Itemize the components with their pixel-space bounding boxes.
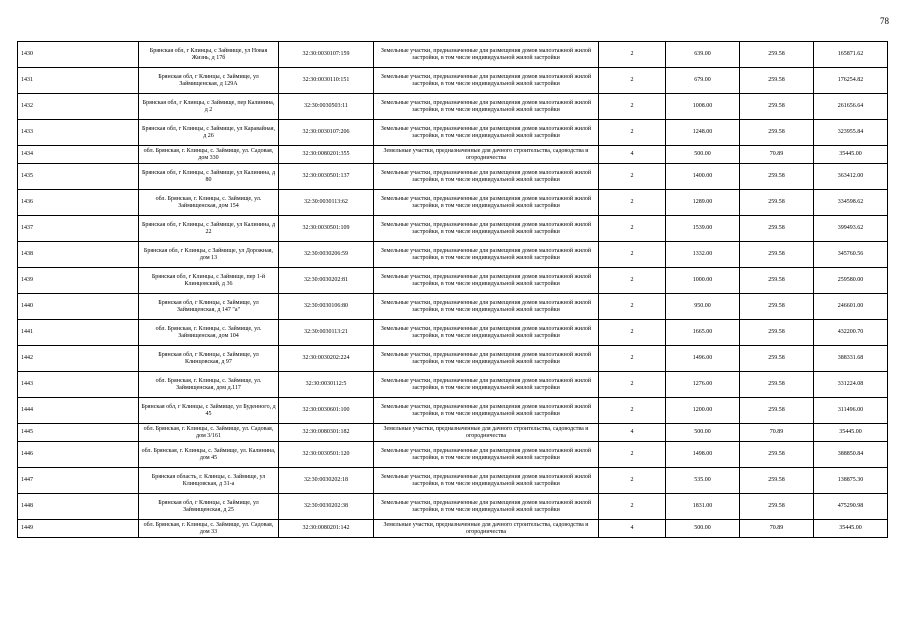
table-row — [18, 294, 888, 320]
specific-value-cell: 259.58 — [740, 120, 814, 146]
land-use-cell: Земельные участки, предназначенные для размещения домов малоэтажной жилой застройки, в том числе индивидуальной жилой застройки — [374, 468, 599, 494]
row-number-cell: 1438 — [18, 242, 139, 268]
land-use-cell: Земельные участки, предназначенные для дачного строительства, садоводства и огородничества — [374, 146, 599, 164]
group-code-cell: 4 — [599, 424, 666, 442]
cadastral-value-cell: 345760.56 — [814, 242, 888, 268]
land-use-cell: Земельные участки, предназначенные для размещения домов малоэтажной жилой застройки, в том числе индивидуальной жилой застройки — [374, 120, 599, 146]
area-cell: 1539.00 — [666, 216, 740, 242]
table-row — [18, 68, 888, 94]
table-row — [18, 216, 888, 242]
address-cell: обл. Брянская, г. Клинцы, с. Займище, ул. Садовая, дом 33 — [139, 520, 279, 538]
cadastral-value-cell: 259580.00 — [814, 268, 888, 294]
address-cell: Брянская обл, г Клинцы, с Займище, пер 1-й Клинцовский, д 36 — [139, 268, 279, 294]
land-use-cell: Земельные участки, предназначенные для размещения домов малоэтажной жилой застройки, в том числе индивидуальной жилой застройки — [374, 164, 599, 190]
land-use-cell: Земельные участки, предназначенные для размещения домов малоэтажной жилой застройки, в том числе индивидуальной жилой застройки — [374, 242, 599, 268]
specific-value-cell: 70.89 — [740, 146, 814, 164]
cadastral-number-cell: 32:30:0030202:224 — [279, 346, 374, 372]
cadastral-number-cell: 32:30:0030112:5 — [279, 372, 374, 398]
table-row — [18, 372, 888, 398]
table-row — [18, 520, 888, 538]
group-code-cell: 2 — [599, 468, 666, 494]
land-use-cell: Земельные участки, предназначенные для размещения домов малоэтажной жилой застройки, в том числе индивидуальной жилой застройки — [374, 494, 599, 520]
cadastral-value-cell: 35445.00 — [814, 424, 888, 442]
cadastral-number-cell: 32:30:0030501:137 — [279, 164, 374, 190]
row-number-cell: 1437 — [18, 216, 139, 242]
area-cell: 1332.00 — [666, 242, 740, 268]
group-code-cell: 2 — [599, 294, 666, 320]
row-number-cell: 1449 — [18, 520, 139, 538]
area-cell: 1289.00 — [666, 190, 740, 216]
area-cell: 679.00 — [666, 68, 740, 94]
specific-value-cell: 259.58 — [740, 242, 814, 268]
specific-value-cell: 259.58 — [740, 494, 814, 520]
land-use-cell: Земельные участки, предназначенные для размещения домов малоэтажной жилой застройки, в том числе индивидуальной жилой застройки — [374, 294, 599, 320]
area-cell: 500.00 — [666, 424, 740, 442]
land-use-cell: Земельные участки, предназначенные для размещения домов малоэтажной жилой застройки, в том числе индивидуальной жилой застройки — [374, 442, 599, 468]
area-cell: 1498.00 — [666, 442, 740, 468]
area-cell: 639.00 — [666, 42, 740, 68]
address-cell: обл. Брянская, г. Клинцы, с. Займище, ул. Садовая, дом 330 — [139, 146, 279, 164]
address-cell: обл. Брянская, г. Клинцы, с. Займище, ул. Займищенская, дом 104 — [139, 320, 279, 346]
row-number-cell: 1448 — [18, 494, 139, 520]
cadastral-number-cell: 32:30:0030106:80 — [279, 294, 374, 320]
address-cell: обл. Брянская, г. Клинцы, с. Займище, ул. Калинина, дом 45 — [139, 442, 279, 468]
area-cell: 950.00 — [666, 294, 740, 320]
row-number-cell: 1432 — [18, 94, 139, 120]
land-registry-table — [17, 41, 888, 538]
cadastral-value-cell: 261656.64 — [814, 94, 888, 120]
row-number-cell: 1443 — [18, 372, 139, 398]
group-code-cell: 2 — [599, 190, 666, 216]
cadastral-number-cell: 32:30:0030202:81 — [279, 268, 374, 294]
area-cell: 1248.00 — [666, 120, 740, 146]
cadastral-value-cell: 311496.00 — [814, 398, 888, 424]
address-cell: Брянская обл, г Клинцы, с Займище, ул Займищенская, д 25 — [139, 494, 279, 520]
row-number-cell: 1435 — [18, 164, 139, 190]
row-number-cell: 1446 — [18, 442, 139, 468]
address-cell: Брянская область, г. Клинцы, с. Займище, ул Клинцовская, д 31-а — [139, 468, 279, 494]
land-use-cell: Земельные участки, предназначенные для размещения домов малоэтажной жилой застройки, в том числе индивидуальной жилой застройки — [374, 268, 599, 294]
group-code-cell: 4 — [599, 146, 666, 164]
group-code-cell: 2 — [599, 42, 666, 68]
area-cell: 1008.00 — [666, 94, 740, 120]
cadastral-number-cell: 32:30:0080301:182 — [279, 424, 374, 442]
table-row — [18, 346, 888, 372]
group-code-cell: 2 — [599, 372, 666, 398]
table-row — [18, 494, 888, 520]
cadastral-value-cell: 399493.62 — [814, 216, 888, 242]
group-code-cell: 2 — [599, 320, 666, 346]
address-cell: Брянская обл, г Клинцы, с Займище, ул Калинина, д 80 — [139, 164, 279, 190]
specific-value-cell: 259.58 — [740, 320, 814, 346]
page-number: 78 — [880, 16, 889, 26]
land-use-cell: Земельные участки, предназначенные для размещения домов малоэтажной жилой застройки, в том числе индивидуальной жилой застройки — [374, 42, 599, 68]
row-number-cell: 1445 — [18, 424, 139, 442]
row-number-cell: 1441 — [18, 320, 139, 346]
row-number-cell: 1440 — [18, 294, 139, 320]
address-cell: Брянская обл, г Клинцы, с Займище, ул Каравайная, д 26 — [139, 120, 279, 146]
specific-value-cell: 259.58 — [740, 294, 814, 320]
cadastral-value-cell: 35445.00 — [814, 520, 888, 538]
cadastral-number-cell: 32:30:0030107:206 — [279, 120, 374, 146]
table-row — [18, 468, 888, 494]
specific-value-cell: 259.58 — [740, 164, 814, 190]
row-number-cell: 1436 — [18, 190, 139, 216]
table-row — [18, 398, 888, 424]
table-row — [18, 190, 888, 216]
group-code-cell: 2 — [599, 268, 666, 294]
specific-value-cell: 259.58 — [740, 372, 814, 398]
group-code-cell: 2 — [599, 242, 666, 268]
cadastral-number-cell: 32:30:0030503:11 — [279, 94, 374, 120]
table-row — [18, 242, 888, 268]
cadastral-number-cell: 32:30:0030601:100 — [279, 398, 374, 424]
address-cell: Брянская обл, г Клинцы, с Займище, ул Займищенская, д 129А — [139, 68, 279, 94]
address-cell: Брянская обл, г Клинцы, с Займище, ул Калинина, д 22 — [139, 216, 279, 242]
row-number-cell: 1447 — [18, 468, 139, 494]
area-cell: 1400.00 — [666, 164, 740, 190]
specific-value-cell: 259.58 — [740, 94, 814, 120]
cadastral-number-cell: 32:30:0030501:109 — [279, 216, 374, 242]
address-cell: Брянская обл, г Клинцы, с Займище, ул Клинцовская, д 97 — [139, 346, 279, 372]
group-code-cell: 2 — [599, 94, 666, 120]
cadastral-value-cell: 388850.84 — [814, 442, 888, 468]
table-body — [18, 42, 888, 538]
group-code-cell: 2 — [599, 494, 666, 520]
group-code-cell: 2 — [599, 346, 666, 372]
address-cell: Брянская обл, г Клинцы, с Займище, ул Буденного, д 45 — [139, 398, 279, 424]
specific-value-cell: 259.58 — [740, 398, 814, 424]
row-number-cell: 1433 — [18, 120, 139, 146]
group-code-cell: 2 — [599, 398, 666, 424]
area-cell: 1276.00 — [666, 372, 740, 398]
cadastral-number-cell: 32:30:0080201:142 — [279, 520, 374, 538]
cadastral-value-cell: 432200.70 — [814, 320, 888, 346]
row-number-cell: 1442 — [18, 346, 139, 372]
land-use-cell: Земельные участки, предназначенные для размещения домов малоэтажной жилой застройки, в том числе индивидуальной жилой застройки — [374, 372, 599, 398]
specific-value-cell: 259.58 — [740, 468, 814, 494]
specific-value-cell: 259.58 — [740, 216, 814, 242]
cadastral-value-cell: 363412.00 — [814, 164, 888, 190]
cadastral-value-cell: 331224.08 — [814, 372, 888, 398]
cadastral-value-cell: 35445.00 — [814, 146, 888, 164]
area-cell: 1000.00 — [666, 268, 740, 294]
table-row — [18, 120, 888, 146]
table-row — [18, 164, 888, 190]
group-code-cell: 2 — [599, 442, 666, 468]
group-code-cell: 2 — [599, 68, 666, 94]
area-cell: 535.00 — [666, 468, 740, 494]
cadastral-number-cell: 32:30:0030202:38 — [279, 494, 374, 520]
land-use-cell: Земельные участки, предназначенные для размещения домов малоэтажной жилой застройки, в том числе индивидуальной жилой застройки — [374, 320, 599, 346]
row-number-cell: 1431 — [18, 68, 139, 94]
land-use-cell: Земельные участки, предназначенные для размещения домов малоэтажной жилой застройки, в том числе индивидуальной жилой застройки — [374, 216, 599, 242]
table-row — [18, 424, 888, 442]
address-cell: Брянская обл, г Клинцы, с Займище, ул Новая Жизнь, д 17б — [139, 42, 279, 68]
specific-value-cell: 259.58 — [740, 346, 814, 372]
cadastral-number-cell: 32:30:0030113:21 — [279, 320, 374, 346]
land-use-cell: Земельные участки, предназначенные для дачного строительства, садоводства и огородничества — [374, 424, 599, 442]
land-use-cell: Земельные участки, предназначенные для размещения домов малоэтажной жилой застройки, в том числе индивидуальной жилой застройки — [374, 346, 599, 372]
address-cell: обл. Брянская, г. Клинцы, с. Займище, ул. Займищенская, дом д.117 — [139, 372, 279, 398]
area-cell: 1665.00 — [666, 320, 740, 346]
group-code-cell: 2 — [599, 164, 666, 190]
cadastral-value-cell: 246601.00 — [814, 294, 888, 320]
group-code-cell: 2 — [599, 216, 666, 242]
address-cell: обл. Брянская, г. Клинцы, с. Займище, ул. Садовая, дом 3/161 — [139, 424, 279, 442]
specific-value-cell: 70.89 — [740, 520, 814, 538]
area-cell: 1200.00 — [666, 398, 740, 424]
area-cell: 500.00 — [666, 146, 740, 164]
row-number-cell: 1430 — [18, 42, 139, 68]
cadastral-number-cell: 32:30:0030107:159 — [279, 42, 374, 68]
cadastral-value-cell: 475290.98 — [814, 494, 888, 520]
row-number-cell: 1444 — [18, 398, 139, 424]
address-cell: Брянская обл, г Клинцы, с Займище, пер Калинина, д 2 — [139, 94, 279, 120]
table-row — [18, 268, 888, 294]
land-use-cell: Земельные участки, предназначенные для размещения домов малоэтажной жилой застройки, в том числе индивидуальной жилой застройки — [374, 94, 599, 120]
cadastral-value-cell: 334598.62 — [814, 190, 888, 216]
row-number-cell: 1434 — [18, 146, 139, 164]
land-use-cell: Земельные участки, предназначенные для размещения домов малоэтажной жилой застройки, в том числе индивидуальной жилой застройки — [374, 398, 599, 424]
cadastral-value-cell: 176254.82 — [814, 68, 888, 94]
cadastral-number-cell: 32:30:0030202:18 — [279, 468, 374, 494]
specific-value-cell: 259.58 — [740, 268, 814, 294]
cadastral-number-cell: 32:30:0030501:120 — [279, 442, 374, 468]
land-use-cell: Земельные участки, предназначенные для размещения домов малоэтажной жилой застройки, в том числе индивидуальной жилой застройки — [374, 68, 599, 94]
specific-value-cell: 259.58 — [740, 42, 814, 68]
address-cell: Брянская обл, г Клинцы, с Займище, ул Дорожная, дом 13 — [139, 242, 279, 268]
address-cell: обл. Брянская, г. Клинцы, с. Займище, ул. Займищенская, дом 154 — [139, 190, 279, 216]
table-row — [18, 442, 888, 468]
row-number-cell: 1439 — [18, 268, 139, 294]
cadastral-value-cell: 323955.84 — [814, 120, 888, 146]
group-code-cell: 2 — [599, 120, 666, 146]
specific-value-cell: 70.89 — [740, 424, 814, 442]
area-cell: 1496.00 — [666, 346, 740, 372]
area-cell: 1831.00 — [666, 494, 740, 520]
group-code-cell: 4 — [599, 520, 666, 538]
table-row — [18, 42, 888, 68]
address-cell: Брянская обл, г Клинцы, с Займище, ул Займищенская, д 147 "а" — [139, 294, 279, 320]
specific-value-cell: 259.58 — [740, 68, 814, 94]
table-row — [18, 94, 888, 120]
specific-value-cell: 259.58 — [740, 442, 814, 468]
land-use-cell: Земельные участки, предназначенные для размещения домов малоэтажной жилой застройки, в том числе индивидуальной жилой застройки — [374, 190, 599, 216]
cadastral-number-cell: 32:30:0030206:59 — [279, 242, 374, 268]
cadastral-value-cell: 138875.30 — [814, 468, 888, 494]
cadastral-value-cell: 165871.62 — [814, 42, 888, 68]
land-use-cell: Земельные участки, предназначенные для дачного строительства, садоводства и огородничества — [374, 520, 599, 538]
area-cell: 500.00 — [666, 520, 740, 538]
cadastral-number-cell: 32:30:0030113:62 — [279, 190, 374, 216]
cadastral-number-cell: 32:30:0080201:355 — [279, 146, 374, 164]
cadastral-value-cell: 388331.68 — [814, 346, 888, 372]
cadastral-number-cell: 32:30:0030110:151 — [279, 68, 374, 94]
specific-value-cell: 259.58 — [740, 190, 814, 216]
table-row — [18, 146, 888, 164]
table-row — [18, 320, 888, 346]
